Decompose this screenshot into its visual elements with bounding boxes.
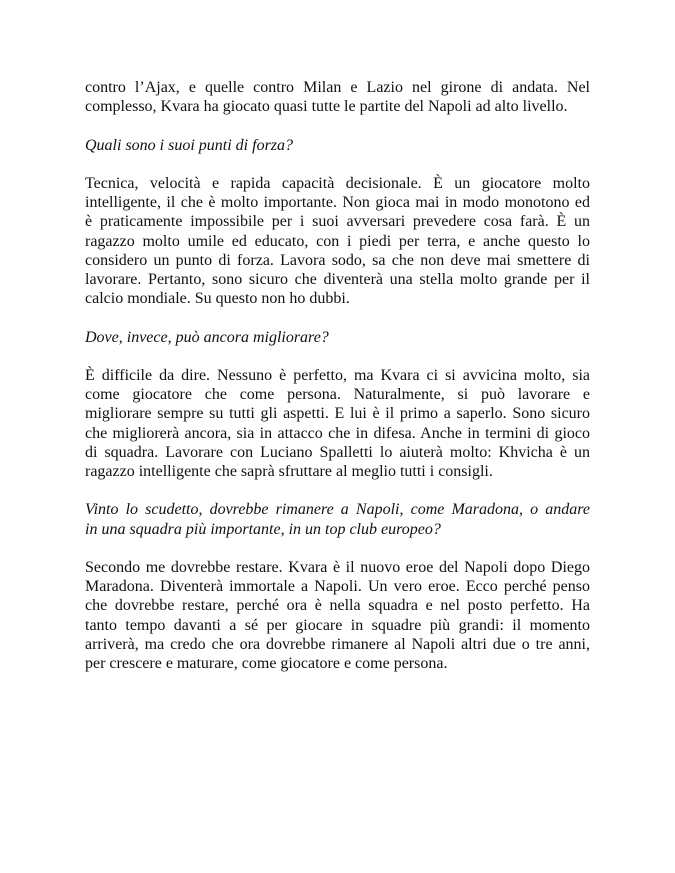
text-line: migliorare sempre su tutti gli aspetti. E lui è il primo a saperlo. Sono sicuro <box>85 405 590 423</box>
document-page <box>85 78 590 692</box>
text-line: Maradona. Diventerà immortale a Napoli. Un vero eroe. Ecco perché penso <box>85 578 590 596</box>
text-line: Vinto lo scudetto, dovrebbe rimanere a Napoli, come Maradona, o andare <box>85 501 590 519</box>
text-line: che migliorerà ancora, sia in attacco che in difesa. Anche in termini di gioco <box>85 424 590 442</box>
text-line: per crescere e maturare, come giocatore e come persona. <box>85 655 448 672</box>
text-line: tanto tempo davanti a sé per giocare in squadre più grandi: il momento <box>85 616 590 634</box>
text-line: in una squadra più importante, in un top club europeo? <box>85 520 441 538</box>
interview-question <box>85 328 590 347</box>
interview-answer <box>85 174 590 308</box>
text-line: di squadra. Lavorare con Luciano Spalletti lo aiuterà molto: Khvicha è un <box>85 443 590 461</box>
text-line: complesso, Kvara ha giocato quasi tutte le partite del Napoli ad alto livello. <box>85 98 568 116</box>
interview-answer <box>85 558 590 673</box>
text-line: Dove, invece, può ancora migliorare? <box>85 328 329 346</box>
text-line: intelligente, il che è molto importante. Non gioca mai in modo monotono ed <box>85 194 590 212</box>
text-line: È difficile da dire. Nessuno è perfetto, ma Kvara ci si avvicina molto, sia <box>85 366 590 384</box>
text-line: Tecnica, velocità e rapida capacità decisionale. È un giocatore molto <box>85 174 590 192</box>
text-line: ragazzo molto umile ed educato, con i piedi per terra, e anche questo lo <box>85 232 590 250</box>
text-line: che dovrebbe restare, perché ora è nella squadra e nel posto perfetto. Ha <box>85 597 590 615</box>
interview-answer <box>85 78 590 116</box>
text-line: calcio mondiale. Su questo non ho dubbi. <box>85 290 350 308</box>
text-line: contro l’Ajax, e quelle contro Milan e Lazio nel girone di andata. Nel <box>85 79 590 96</box>
text-line: lavorare. Pertanto, sono sicuro che diventerà una stella molto grande per il <box>85 271 590 288</box>
interview-answer <box>85 366 590 481</box>
text-line: Secondo me dovrebbe restare. Kvara è il nuovo eroe del Napoli dopo Diego <box>85 558 590 576</box>
interview-question <box>85 136 590 155</box>
text-line: considero un punto di forza. Lavora sodo, sa che non deve mai smettere di <box>85 251 590 269</box>
text-line: ragazzo intelligente che saprà sfruttare al meglio tutti i consigli. <box>85 463 493 480</box>
text-line: come giocatore che come persona. Naturalmente, si può lavorare e <box>85 386 590 404</box>
text-line: arriverà, ma credo che ora dovrebbe rimanere al Napoli altri due o tre anni, <box>85 635 590 653</box>
text-line: Quali sono i suoi punti di forza? <box>85 136 294 154</box>
text-line: è praticamente impossibile per i suoi avversari prevedere cosa farà. È un <box>85 213 590 231</box>
interview-question <box>85 500 590 538</box>
